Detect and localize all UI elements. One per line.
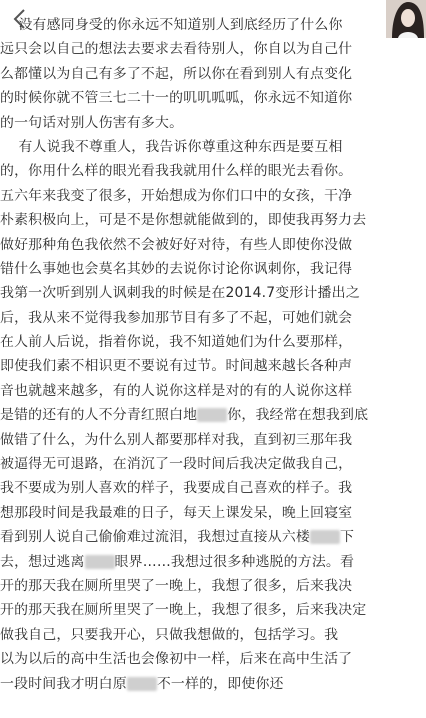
post-body bbox=[0, 13, 426, 718]
text-fragment: 做好那种角色我依然不会被好好对待，有些人即使你没做 bbox=[0, 236, 353, 253]
text-fragment: 在人前人后说，指着你说，我不知道她们为什么要那样， bbox=[0, 334, 353, 351]
text-fragment: 被逼得无可退路，在消沉了一段时间后我决定做我自己， bbox=[0, 456, 353, 473]
text-line bbox=[0, 525, 426, 549]
text-fragment: 想那段时间是我最难的日子，每天上课发呆，晚上回寝室 bbox=[0, 504, 353, 521]
blurred-text bbox=[85, 555, 115, 569]
text-line bbox=[0, 354, 426, 378]
text-fragment: 你，我经常在想我到底 bbox=[227, 407, 369, 424]
text-line bbox=[0, 184, 426, 208]
text-fragment: 做我自己，只要我开心，只做我想做的，包括学习。我 bbox=[0, 626, 339, 643]
paragraph bbox=[0, 13, 426, 135]
text-line bbox=[0, 550, 426, 574]
text-fragment: 不一样的，即使你还 bbox=[156, 675, 284, 692]
text-line bbox=[0, 501, 426, 525]
text-fragment: 的一句话对别人伤害有多大。 bbox=[0, 114, 184, 131]
text-line bbox=[0, 13, 426, 37]
text-line bbox=[0, 379, 426, 403]
text-line bbox=[0, 257, 426, 281]
text-fragment: 音也就越来越多，有的人说你这样是对的有的人说你这样 bbox=[0, 382, 353, 399]
text-line bbox=[0, 62, 426, 86]
text-fragment: 一段时间我才明白原 bbox=[0, 675, 127, 692]
text-line bbox=[0, 476, 426, 500]
text-line bbox=[0, 623, 426, 647]
text-fragment: 么都懂以为自己有多了不起，所以你在看到别人有点变化 bbox=[0, 65, 353, 82]
text-line bbox=[0, 135, 426, 159]
text-fragment: 眼界……我想过很多种逃脱的方法。看 bbox=[114, 553, 355, 570]
text-fragment: 没有感同身受的你永远不知道别人到底经历了什么你 bbox=[0, 17, 343, 33]
text-fragment: 看到别人说自己偷偷难过流泪，我想过直接从六楼 bbox=[0, 529, 310, 546]
text-fragment: 五六年来我变了很多，开始想成为你们口中的女孩，干净 bbox=[0, 187, 353, 204]
text-fragment: 朴素积极向上，可是不是你想就能做到的，即使我再努力去 bbox=[0, 212, 367, 229]
paragraph bbox=[0, 135, 426, 696]
bottom-fade bbox=[0, 712, 426, 718]
text-fragment: 有人说我不尊重人，我告诉你尊重这种东西是要互相 bbox=[0, 138, 343, 155]
text-fragment: 的，你用什么样的眼光看我我就用什么样的眼光去看你。 bbox=[0, 163, 353, 180]
text-fragment: 我不要成为别人喜欢的样子，我要成自己喜欢的样子。我 bbox=[0, 480, 353, 497]
text-line bbox=[0, 403, 426, 427]
text-line bbox=[0, 233, 426, 257]
text-line bbox=[0, 111, 426, 135]
text-fragment: 去，想过逃离 bbox=[0, 553, 85, 570]
text-fragment: 开的那天我在厕所里哭了一晚上，我想了很多，后来我决定 bbox=[0, 602, 367, 619]
text-fragment: 我第一次听到别人讽刺我的时候是在2014.7变形计播出之 bbox=[0, 285, 360, 302]
text-fragment: 后，我从来不觉得我参加那节目有多了不起，可她们就会 bbox=[0, 309, 353, 326]
blurred-text bbox=[127, 677, 157, 691]
text-fragment: 错什么事她也会莫名其妙的去说你讨论你讽刺你，我记得 bbox=[0, 260, 353, 277]
text-fragment: 远只会以自己的想法去要求去看待别人，你自以为自己什 bbox=[0, 41, 353, 58]
text-line bbox=[0, 306, 426, 330]
text-line bbox=[0, 672, 426, 696]
text-line bbox=[0, 159, 426, 183]
text-line bbox=[0, 452, 426, 476]
text-line bbox=[0, 330, 426, 354]
text-line bbox=[0, 574, 426, 598]
text-fragment: 即使我们素不相识更不要说有过节。时间越来越长各种声 bbox=[0, 358, 353, 375]
text-fragment: 做错了什么，为什么别人都要那样对我，直到初三那年我 bbox=[0, 431, 353, 448]
text-line bbox=[0, 598, 426, 622]
text-fragment: 下 bbox=[340, 529, 355, 546]
text-fragment: 的时候你就不管三七二十一的叽叽呱呱，你永远不知道你 bbox=[0, 90, 353, 107]
text-line bbox=[0, 428, 426, 452]
text-line bbox=[0, 647, 426, 671]
text-line bbox=[0, 37, 426, 61]
text-fragment: 是错的还有的人不分青红照白地 bbox=[0, 407, 198, 424]
text-fragment: 开的那天我在厕所里哭了一晚上，我想了很多，后来我决 bbox=[0, 577, 353, 594]
text-line bbox=[0, 281, 426, 305]
text-fragment: 以为以后的高中生活也会像初中一样，后来在高中生活了 bbox=[0, 651, 353, 668]
text-line bbox=[0, 86, 426, 110]
blurred-text bbox=[197, 408, 227, 422]
text-line bbox=[0, 208, 426, 232]
blurred-text bbox=[310, 530, 340, 544]
